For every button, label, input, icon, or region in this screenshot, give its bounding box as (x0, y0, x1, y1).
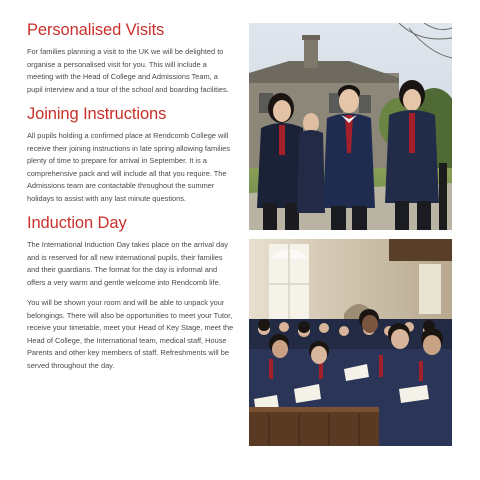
section-paragraph: For families planning a visit to the UK we will be delighted to organise a personalised visit for you. This will include a meeting with the Head of College and Admissions Team, a pupil interview and a tour of the school and boarding facilities. (27, 47, 229, 94)
section-paragraph: You will be shown your room and will be able to unpack your belongings. There will also be opportunities to meet your Tutor, receive your timetable, meet your Head of Key Stage, meet the Head of College, the International team, medical staff, House Parents and other key members of staff. Refreshments will be served throughout the day. (27, 298, 234, 370)
text-column (27, 20, 235, 380)
section-personalised-visits (27, 20, 235, 96)
section-paragraph: All pupils holding a confirmed place at Rendcomb College will receive their joining instructions in late spring allowing families plenty of time to prepare for arrival in September. It is a comprehensive pack and will include all that you require. The Admissions team are contactable throughout the summer holidays to assist with any last minute questions. (27, 131, 230, 203)
section-heading: Joining Instructions (27, 105, 167, 123)
pupils-walking-photo (249, 23, 452, 230)
section-paragraph: The International Induction Day takes place on the arrival day and is reserved for all new international pupils, their families and their guardians. The format for the day is informal and offers a very warm and gentle welcome into Rendcomb life. (27, 240, 228, 287)
section-induction-day (27, 213, 235, 372)
section-heading: Induction Day (27, 214, 127, 232)
section-joining-instructions (27, 104, 235, 205)
chapel-assembly-photo (249, 239, 452, 446)
section-heading: Personalised Visits (27, 21, 165, 39)
